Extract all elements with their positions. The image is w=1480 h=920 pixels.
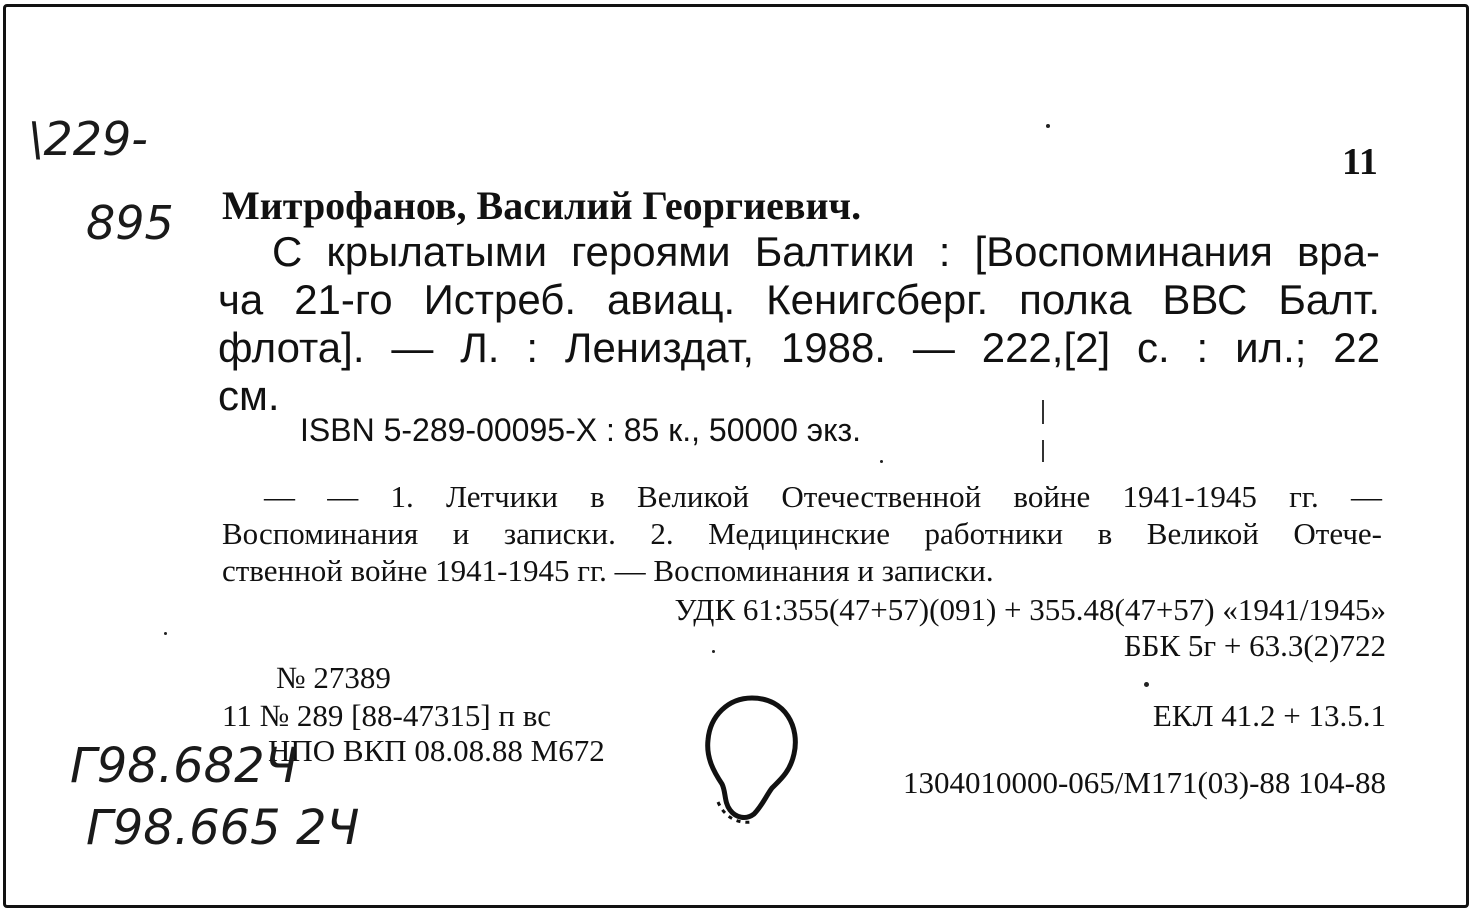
scan-speck	[1046, 124, 1050, 128]
scan-mark	[1042, 440, 1044, 462]
bbk-classification: ББК 5г + 63.3(2)722	[1123, 628, 1386, 663]
scan-speck	[880, 460, 883, 463]
title-description	[218, 228, 1380, 420]
scan-speck	[712, 650, 715, 653]
npo-line: НПО ВКП 08.08.88 М672	[268, 733, 605, 768]
scan-speck	[1144, 682, 1149, 687]
order-number: № 27389	[276, 660, 391, 695]
title-line: ча 21-го Истреб. авиац. Кенигсберг. полка ВВС Балт.	[218, 276, 1380, 323]
print-number: 11 № 289 [88-47315] п вс	[222, 698, 551, 733]
subject-headings	[222, 478, 1382, 589]
isbn-line: ISBN 5-289-00095-X : 85 к., 50000 экз.	[300, 412, 862, 448]
subject-line: ственной войне 1941-1945 гг. — Воспоминания и записки.	[222, 553, 994, 588]
udk-classification: УДК 61:355(47+57)(091) + 355.48(47+57) «1941/1945»	[674, 592, 1386, 627]
ekl-classification: ЕКЛ 41.2 + 13.5.1	[1152, 698, 1386, 733]
title-line: С крылатыми героями Балтики : [Воспоминания вра-	[272, 228, 1380, 275]
subject-line: — — 1. Летчики в Великой Отечественной войне 1941-1945 гг. —	[264, 479, 1382, 514]
handwritten-shelf-mark-1: Г98.682Ч	[70, 738, 298, 794]
subject-line: Воспоминания и записки. 2. Медицинские работники в Великой Отече-	[222, 516, 1382, 551]
handwritten-call-number-bottom: 895	[86, 196, 174, 250]
publication-code: 1304010000-065/М171(03)-88 104-88	[902, 765, 1386, 800]
handwritten-shelf-mark-2: Г98.665 2Ч	[86, 800, 360, 856]
handwritten-call-number-top: \229-	[28, 112, 148, 166]
author-heading: Митрофанов, Василий Георгиевич.	[222, 183, 862, 228]
scan-mark	[1042, 400, 1044, 424]
card-number: 11	[1342, 141, 1378, 183]
title-line: см.	[218, 372, 280, 419]
title-line: флота]. — Л. : Лениздат, 1988. — 222,[2] с. : ил.; 22	[218, 324, 1380, 371]
publisher-mark-icon	[700, 692, 804, 828]
scan-speck	[164, 632, 167, 635]
